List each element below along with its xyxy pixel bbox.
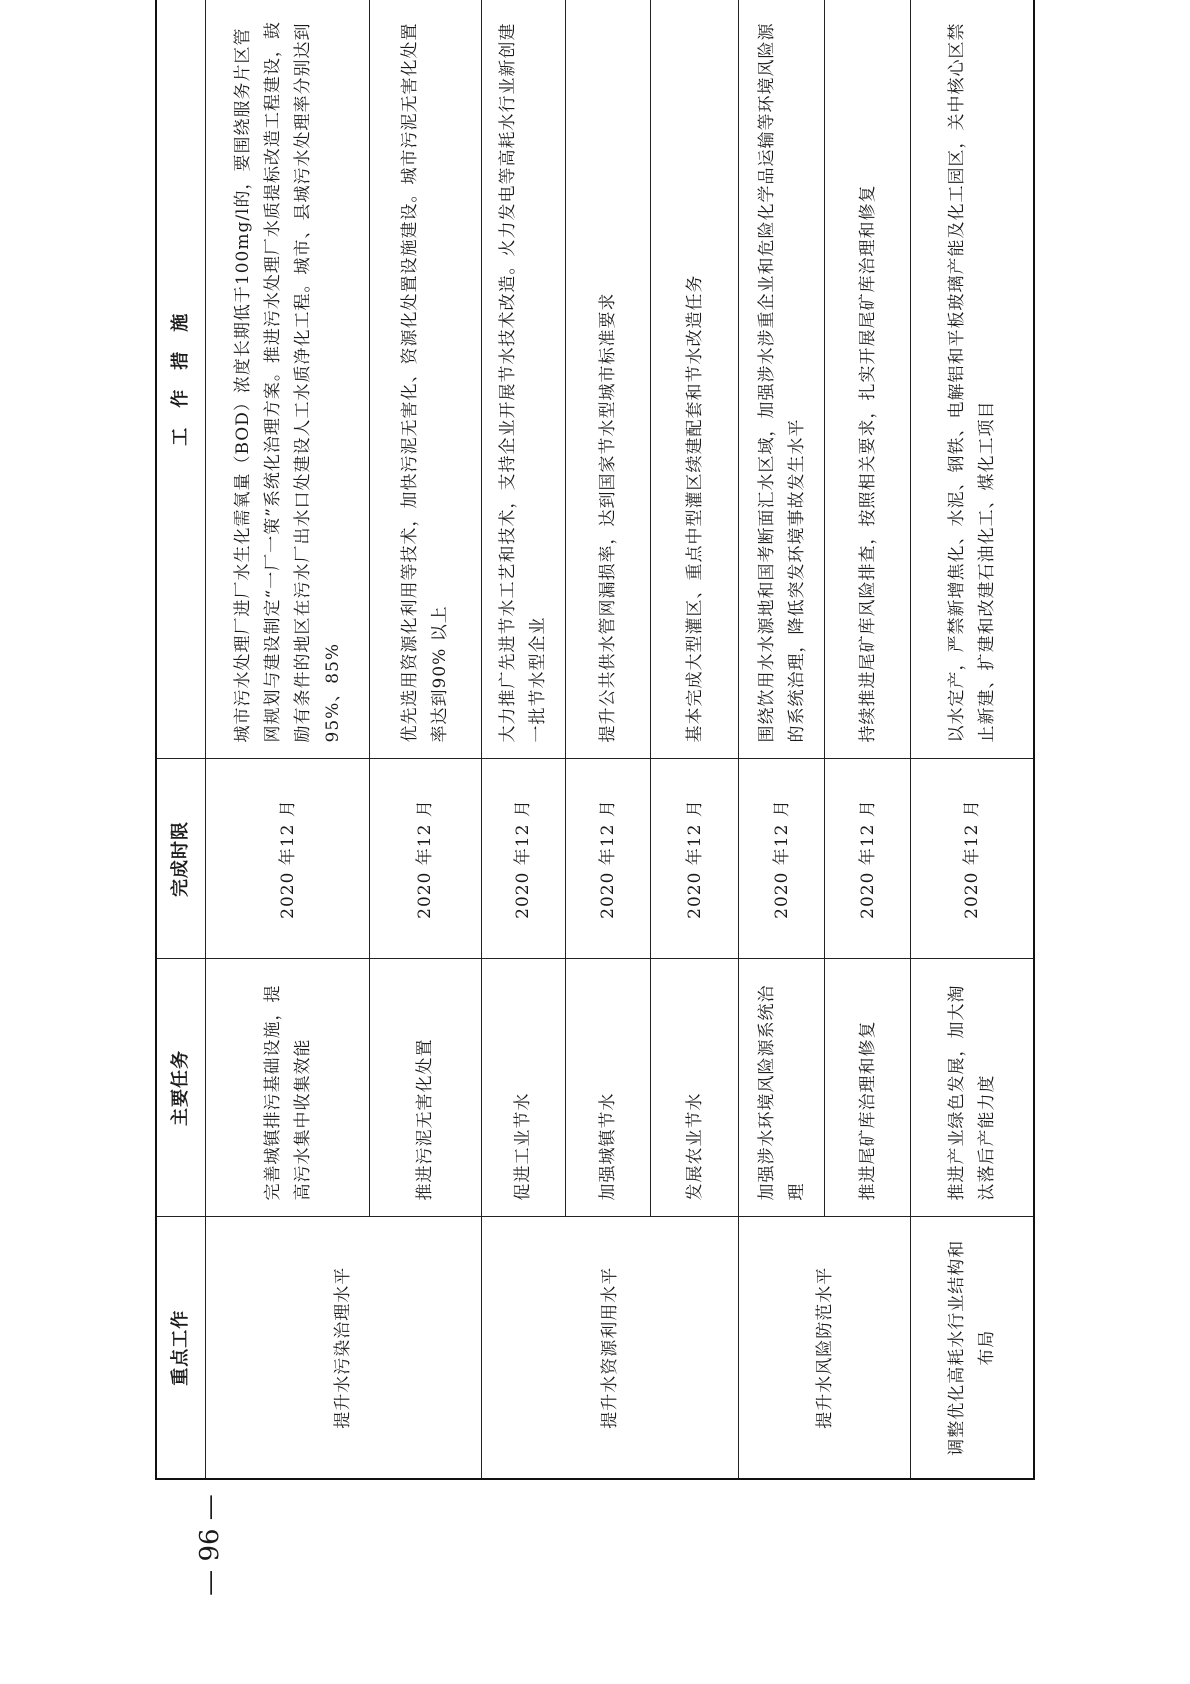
header-measures: 工 作 措 施 — [156, 0, 206, 759]
task-cell: 推进污泥无害化处置 — [370, 959, 482, 1217]
table-row — [206, 0, 370, 1479]
task-cell: 推进产业绿色发展，加大淘汰落后产能力度 — [911, 959, 1034, 1217]
measures-cell: 以水定产，严禁新增焦化、水泥、钢铁、电解铝和平板玻璃产能及化工园区，关中核心区禁止新建、扩建和改建石油化工、煤化工项目 — [911, 0, 1034, 759]
focus-cell: 提升水资源利用水平 — [481, 1217, 739, 1479]
header-deadline: 完成时限 — [156, 759, 206, 959]
focus-cell: 调整优化高耗水行业结构和布局 — [911, 1217, 1034, 1479]
deadline-cell: 2020 年12 月 — [825, 759, 911, 959]
table-row — [739, 0, 825, 1479]
deadline-cell: 2020 年12 月 — [565, 759, 651, 959]
measures-cell: 持续推进尾矿库风险排查，按照相关要求，扎实开展尾矿库治理和修复 — [825, 0, 911, 759]
task-cell: 促进工业节水 — [481, 959, 565, 1217]
table-row — [481, 0, 565, 1479]
task-cell: 推进尾矿库治理和修复 — [825, 959, 911, 1217]
task-cell: 加强城镇节水 — [565, 959, 651, 1217]
focus-cell: 提升水风险防范水平 — [739, 1217, 911, 1479]
deadline-cell: 2020 年12 月 — [739, 759, 825, 959]
measures-cell: 城市污水处理厂进厂水生化需氧量（BOD）浓度长期低于100mg/l的，要围绕服务片区管网规划与建设制定“一厂一策”系统化治理方案。推进污水处理厂水质提标改造工程建设，鼓励有条件的地区在污水厂出水口处建设人工水质净化工程。城市、县城污水处理率分别达到95%、85% — [206, 0, 370, 759]
table-header-row — [156, 0, 206, 1479]
deadline-cell: 2020 年12 月 — [370, 759, 482, 959]
deadline-cell: 2020 年12 月 — [481, 759, 565, 959]
measures-cell: 基本完成大型灌区、重点中型灌区续建配套和节水改造任务 — [651, 0, 739, 759]
focus-cell: 提升水污染治理水平 — [206, 1217, 482, 1479]
task-cell: 完善城镇排污基础设施，提高污水集中收集效能 — [206, 959, 370, 1217]
deadline-cell: 2020 年12 月 — [651, 759, 739, 959]
task-cell: 加强涉水环境风险源系统治理 — [739, 959, 825, 1217]
measures-cell: 优先选用资源化利用等技术，加快污泥无害化、资源化处置设施建设。城市污泥无害化处置率达到90% 以上 — [370, 0, 482, 759]
deadline-cell: 2020 年12 月 — [206, 759, 370, 959]
work-plan-table — [155, 0, 1035, 1480]
header-task: 主要任务 — [156, 959, 206, 1217]
page-number: — 96 — — [195, 1494, 225, 1596]
task-cell: 发展农业节水 — [651, 959, 739, 1217]
table-row — [911, 0, 1034, 1479]
header-focus: 重点工作 — [156, 1217, 206, 1479]
measures-cell: 提升公共供水管网漏损率，达到国家节水型城市标准要求 — [565, 0, 651, 759]
measures-cell: 围绕饮用水水源地和国考断面汇水区域，加强涉水涉重企业和危险化学品运输等环境风险源的系统治理，降低突发环境事故发生水平 — [739, 0, 825, 759]
rotated-table-wrapper — [155, 0, 1035, 1480]
deadline-cell: 2020 年12 月 — [911, 759, 1034, 959]
measures-cell: 大力推广先进节水工艺和技术，支持企业开展节水技术改造。火力发电等高耗水行业新创建一批节水型企业 — [481, 0, 565, 759]
